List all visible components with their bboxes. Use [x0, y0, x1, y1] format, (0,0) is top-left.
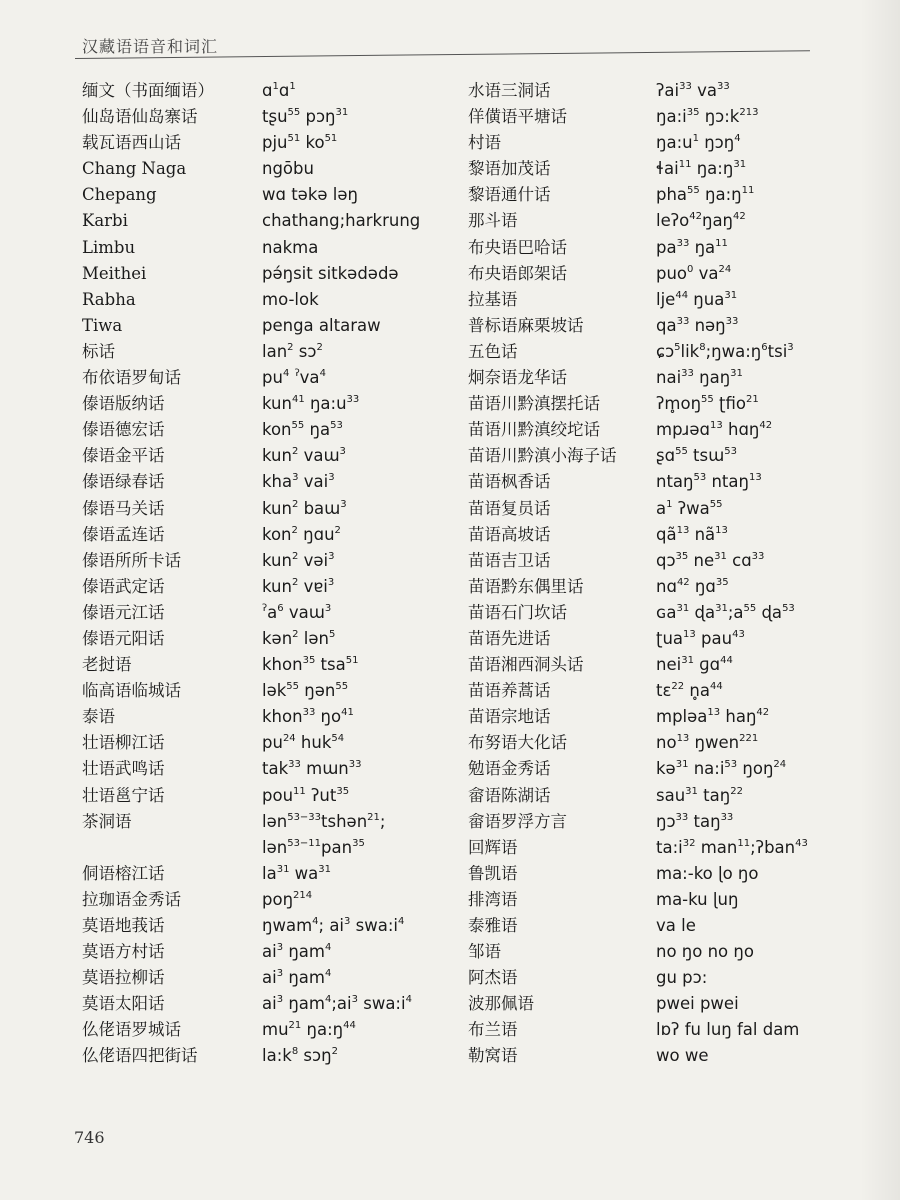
word-form: ŋwam$^4$; $ai^3$ $swa:i^4$	[262, 916, 405, 935]
word-form: pə́ŋsit sitkədədə	[262, 263, 399, 283]
word-form: $pa^{33}$ $ŋa^{11}$	[656, 237, 728, 257]
word-form: pju$^{51}$ $ko^{51}$	[262, 133, 338, 153]
language-name: 布央语巴哈话	[468, 237, 567, 257]
word-form: sau$^{31}$ taŋ$^{22}$	[656, 785, 743, 805]
language-name: 排湾语	[468, 889, 518, 909]
word-form: lək$^{55}$ ŋən$^{55}$	[262, 681, 349, 701]
word-form: leʔo$^{42}$ŋaŋ$^{42}$	[656, 211, 746, 231]
language-name: 普标语麻栗坡话	[468, 315, 584, 335]
language-name: 傣语绿春话	[82, 472, 165, 492]
word-form: $qa^{33}$ nəŋ$^{33}$	[656, 315, 739, 335]
word-form: lən$^{53-33}$tshən$^{21}$;	[262, 811, 386, 831]
word-form: kun$^2$ baɯ$^3$	[262, 498, 347, 518]
word-form: va le	[656, 916, 696, 935]
language-name: 茶洞语	[82, 811, 132, 831]
word-form: ʈua$^{13}$ pau$^{43}$	[656, 628, 745, 648]
word-form: mo-lok	[262, 289, 319, 309]
language-name: 傣语元江话	[82, 602, 165, 622]
language-name: 傣语马关话	[82, 498, 165, 518]
language-name: 傣语武定话	[82, 576, 165, 596]
language-name: Chepang	[82, 185, 157, 205]
word-form: $pu^4$ $^ʔva^4$	[262, 368, 326, 388]
word-form: $pu^{24}$ huk$^{54}$	[262, 733, 345, 753]
language-name: 泰雅语	[468, 916, 518, 935]
word-form: $ɕɔ^5lik^8;ŋwa:ŋ^6tsi^3$	[656, 341, 794, 361]
language-name: 拉基语	[468, 289, 518, 309]
language-name: Karbi	[82, 211, 128, 231]
word-form: ma-ku ɭuŋ	[656, 889, 739, 909]
word-form: ntaŋ$^{53}$ ntaŋ$^{13}$	[656, 472, 762, 492]
language-name: 傣语德宏话	[82, 420, 165, 440]
word-form: lje$^{44}$ ŋua$^{31}$	[656, 289, 738, 309]
language-name: 壮语邕宁话	[82, 785, 165, 805]
language-name: 苗语养蒿话	[468, 681, 551, 701]
language-name: 苗语复员话	[468, 498, 551, 518]
right-word-column	[656, 78, 866, 1070]
language-name: 老挝语	[82, 655, 132, 675]
word-form: nai$^{33}$ ŋaŋ$^{31}$	[656, 368, 743, 388]
language-name: 傣语元阳话	[82, 628, 165, 648]
word-form: $no^{13}$ ŋwen$^{221}$	[656, 733, 759, 753]
language-name: 苗语高坡话	[468, 524, 551, 544]
language-name: 村语	[468, 133, 501, 153]
word-form: penga altaraw	[262, 315, 381, 335]
page-number: 746	[74, 1128, 105, 1147]
language-name: 邹语	[468, 942, 501, 962]
word-form: lan$^2$ sɔ$^2$	[262, 341, 323, 361]
language-name: 黎语加茂话	[468, 159, 551, 179]
language-name: 莫语拉柳话	[82, 968, 165, 988]
language-name: 波那佩语	[468, 994, 534, 1014]
word-form: $ʔm̥oŋ^{55}$ ʈfio$^{21}$	[656, 394, 759, 414]
language-name: Rabha	[82, 289, 136, 309]
language-name: 回辉语	[468, 837, 518, 857]
word-form: lɒʔ fu luŋ fal dam	[656, 1020, 800, 1040]
word-form: ɢa$^{31}$ $ɖa^{31};a^{55}$ ɖa$^{53}$	[656, 602, 795, 622]
language-name: 苗语川黔滇小海子话	[468, 446, 617, 466]
word-form: $ŋa:i^{35}$ $ŋɔ:k^{213}$	[656, 107, 759, 127]
language-name: Meithei	[82, 263, 147, 283]
language-name: 布努语大化话	[468, 733, 567, 753]
language-name: 勒窝语	[468, 1046, 518, 1066]
word-form: $ai^3$ ŋam$^4$	[262, 968, 332, 988]
language-name: 畲语罗浮方言	[468, 811, 567, 831]
word-form: ngōbu	[262, 159, 314, 179]
language-name: 载瓦语西山话	[82, 133, 181, 153]
word-form: lən$^{53-11}$pan$^{35}$	[262, 837, 365, 857]
running-header: 汉藏语语音和词汇	[82, 37, 219, 56]
language-name: Limbu	[82, 237, 136, 257]
word-form: kun$^{41}$ $ŋa:u^{33}$	[262, 394, 360, 414]
word-form: pwei pwei	[656, 994, 739, 1014]
word-form: $ta:i^{32}$ man$^{11}$;ʔban$^{43}$	[656, 837, 808, 857]
language-name: 苗语先进话	[468, 628, 551, 648]
language-name: 缅文（书面缅语）	[82, 81, 214, 100]
language-name: 苗语石门坎话	[468, 602, 567, 622]
word-form: $mu^{21}$ $ŋa:ŋ^{44}$	[262, 1020, 356, 1040]
word-form: $a^1$ ʔwa$^{55}$	[656, 498, 723, 518]
word-form: no ŋo no ŋo	[656, 942, 754, 962]
word-form: wɑ təkə ləŋ	[262, 185, 358, 205]
language-name: 布央语郎架话	[468, 263, 567, 283]
word-form: ʂɑ$^{55}$ tsɯ$^{53}$	[656, 446, 737, 466]
word-form: kon$^{55}$ $ŋa^{53}$	[262, 420, 343, 440]
language-name: 炯奈语龙华话	[468, 368, 567, 388]
word-form: ma:-ko ɭo ŋo	[656, 863, 759, 883]
language-name: 布兰语	[468, 1020, 518, 1040]
language-name: 标话	[82, 341, 115, 361]
page-edge-shadow	[860, 0, 900, 1200]
word-form: tɛ$^{22}$ $n̥a^{44}$	[656, 681, 723, 701]
word-form: $la^{31}$ $wa^{31}$	[262, 863, 332, 883]
word-form: nei$^{31}$ ɡɑ$^{44}$	[656, 655, 733, 675]
language-name: 拉珈语金秀话	[82, 889, 181, 909]
word-form: pha$^{55}$ $ŋa:ŋ^{11}$	[656, 185, 755, 205]
language-name: 莫语地莪话	[82, 916, 165, 935]
word-form: $^ʔa^6$ vaɯ$^3$	[262, 602, 332, 622]
word-form: $ŋa:u^1$ ŋɔŋ$^4$	[656, 133, 741, 153]
language-name: 莫语太阳话	[82, 994, 165, 1014]
language-name: 水语三洞话	[468, 81, 551, 100]
word-form: $ai^3$ ŋam$^4$	[262, 942, 332, 962]
word-form: wo we	[656, 1046, 709, 1066]
word-form: nɑ$^{42}$ ŋɑ$^{35}$	[656, 576, 729, 596]
word-form: chathang;harkrung	[262, 211, 421, 231]
language-name: 壮语柳江话	[82, 733, 165, 753]
language-name: 仫佬语四把街话	[82, 1046, 198, 1066]
language-name: 那斗语	[468, 211, 518, 231]
language-name: 苗语黔东偶里话	[468, 576, 584, 596]
word-form: nakma	[262, 237, 319, 257]
word-form: puo$^0$ $va^{24}$	[656, 263, 732, 283]
word-form: ʔai$^{33}$ $va^{33}$	[656, 81, 730, 100]
language-name	[82, 835, 252, 861]
left-language-column	[82, 78, 252, 1070]
word-form: kha$^3$ vai$^3$	[262, 472, 335, 492]
word-form: mpləa$^{13}$ haŋ$^{42}$	[656, 707, 770, 727]
language-name: 苗语吉卫话	[468, 550, 551, 570]
word-form: $la:k^8$ sɔŋ$^2$	[262, 1046, 338, 1066]
word-form: ɬai$^{11}$ $ŋa:ŋ^{31}$	[656, 159, 747, 179]
right-language-column	[468, 78, 648, 1070]
word-form: tak$^{33}$ mɯn$^{33}$	[262, 759, 362, 779]
language-name: 泰语	[82, 707, 115, 727]
word-form: kə$^{31}$ $na:i^{53}$ ŋoŋ$^{24}$	[656, 759, 787, 779]
language-name: 布依语罗甸话	[82, 368, 181, 388]
word-form: $ai^3$ $ŋam^4;ai^3$ $swa:i^4$	[262, 994, 412, 1014]
language-name: 临高语临城话	[82, 681, 181, 701]
language-name: 傣语所所卡话	[82, 550, 181, 570]
language-name: 莫语方村话	[82, 942, 165, 962]
word-form: pou$^{11}$ ʔut$^{35}$	[262, 785, 350, 805]
language-name: 壮语武鸣话	[82, 759, 165, 779]
language-name: 仙岛语仙岛寨话	[82, 107, 198, 127]
language-name: 苗语枫香话	[468, 472, 551, 492]
language-name: 苗语湘西洞头话	[468, 655, 584, 675]
language-name: 苗语宗地话	[468, 707, 551, 727]
language-name: 仫佬语罗城话	[82, 1020, 181, 1040]
language-name: 苗语川黔滇摆托话	[468, 394, 600, 414]
language-name: 勉语金秀话	[468, 759, 551, 779]
word-form: kon$^2$ ŋɑu$^2$	[262, 524, 341, 544]
language-name: 佯僙语平塘话	[468, 107, 567, 127]
language-name: 傣语孟连话	[82, 524, 165, 544]
word-form: khon$^{35}$ tsa$^{51}$	[262, 655, 359, 675]
word-form: kən$^2$ lən$^5$	[262, 628, 336, 648]
language-name: 傣语金平话	[82, 446, 165, 466]
word-form: kun$^2$ vɐi$^3$	[262, 576, 335, 596]
word-form: ŋɔ$^{33}$ taŋ$^{33}$	[656, 811, 734, 831]
word-form: tʂu$^{55}$ pɔŋ$^{31}$	[262, 107, 349, 127]
word-form: khon$^{33}$ $ŋo^{41}$	[262, 707, 354, 727]
language-name: 五色话	[468, 341, 518, 361]
language-name: Chang Naga	[82, 159, 187, 179]
word-form: kun$^2$ vəi$^3$	[262, 550, 335, 570]
language-name: 苗语川黔滇绞坨话	[468, 420, 600, 440]
word-form: qɔ$^{35}$ $ne^{31}$ cɑ$^{33}$	[656, 550, 765, 570]
language-name: 侗语榕江话	[82, 863, 165, 883]
word-form: poŋ$^{214}$	[262, 889, 313, 909]
language-name: 鲁凯语	[468, 863, 518, 883]
language-name: 黎语通什话	[468, 185, 551, 205]
word-form: kun$^2$ vaɯ$^3$	[262, 446, 346, 466]
language-name: 傣语版纳话	[82, 394, 165, 414]
word-form: ɑ$^1$ɑ$^1$	[262, 81, 296, 100]
left-word-column	[262, 78, 462, 1070]
language-name: Tiwa	[82, 315, 123, 335]
word-form: mpɹəɑ$^{13}$ hɑŋ$^{42}$	[656, 420, 773, 440]
language-name: 畲语陈湖话	[468, 785, 551, 805]
language-name: 阿杰语	[468, 968, 518, 988]
word-form: gu pɔ:	[656, 968, 708, 988]
word-form: $qã^{13}$ $nã^{13}$	[656, 524, 728, 544]
